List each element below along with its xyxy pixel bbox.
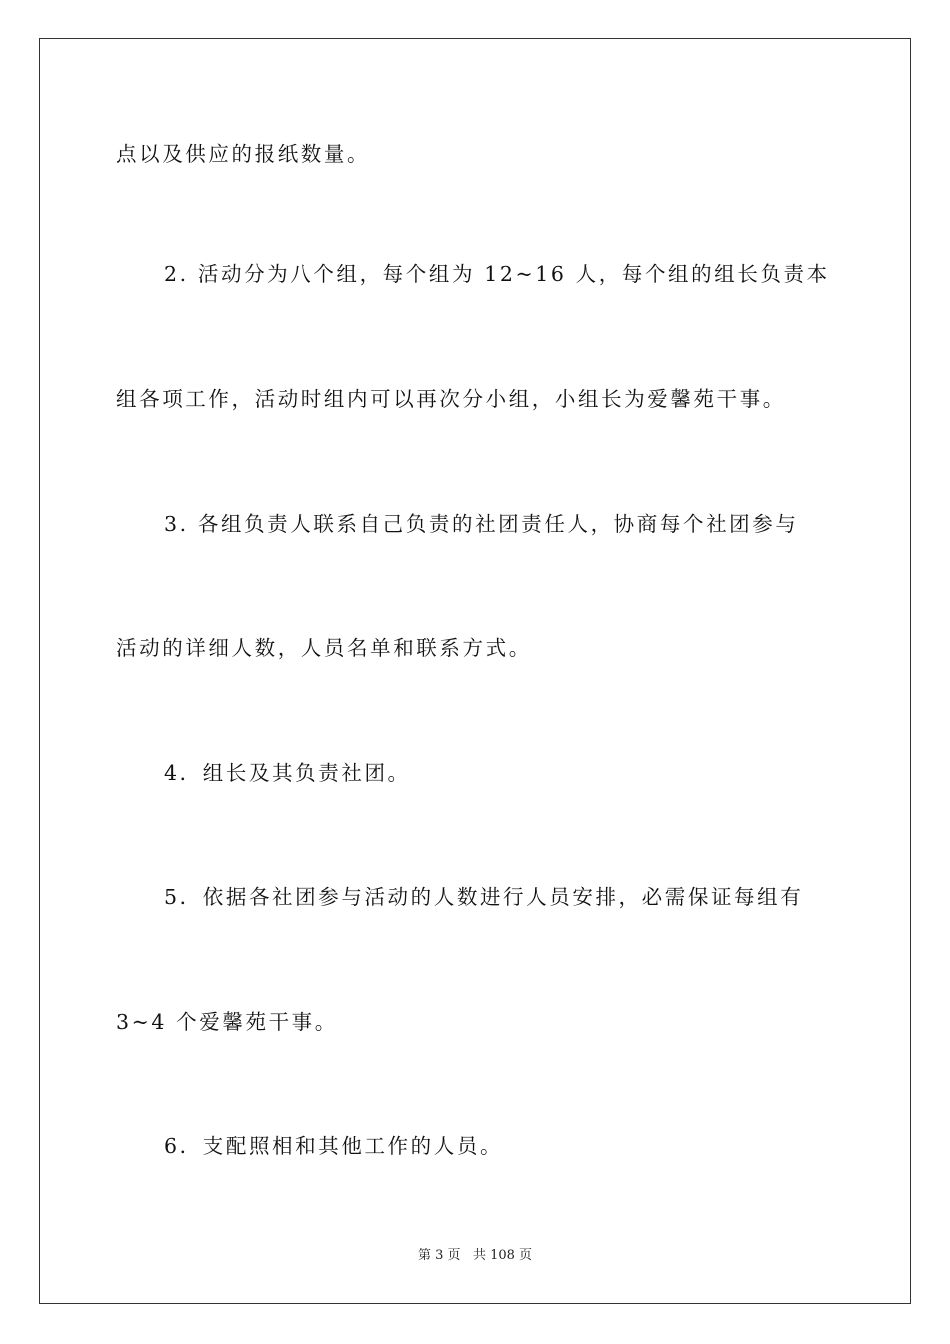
body-line-6: 4．组长及其负责社团。 — [164, 761, 411, 785]
body-line-4: 3. 各组负责人联系自己负责的社团责任人，协商每个社团参与 — [164, 512, 799, 536]
page-border — [39, 38, 911, 1304]
body-line-1: 点以及供应的报纸数量。 — [116, 142, 371, 166]
body-line-3: 组各项工作，活动时组内可以再次分小组，小组长为爱馨苑干事。 — [116, 387, 786, 411]
body-line-5: 活动的详细人数，人员名单和联系方式。 — [116, 636, 532, 660]
page-number: 第 3 页 — [417, 1248, 461, 1263]
body-line-9: 6．支配照相和其他工作的人员。 — [164, 1134, 504, 1158]
body-line-7: 5．依据各社团参与活动的人数进行人员安排，必需保证每组有 — [164, 885, 804, 909]
page-total: 共 108 页 — [472, 1248, 533, 1263]
page-footer — [0, 1247, 950, 1265]
body-line-8: 3~4 个爱馨苑干事。 — [116, 1010, 338, 1034]
body-line-2: 2. 活动分为八个组，每个组为 12~16 人，每个组的组长负责本 — [164, 262, 830, 286]
